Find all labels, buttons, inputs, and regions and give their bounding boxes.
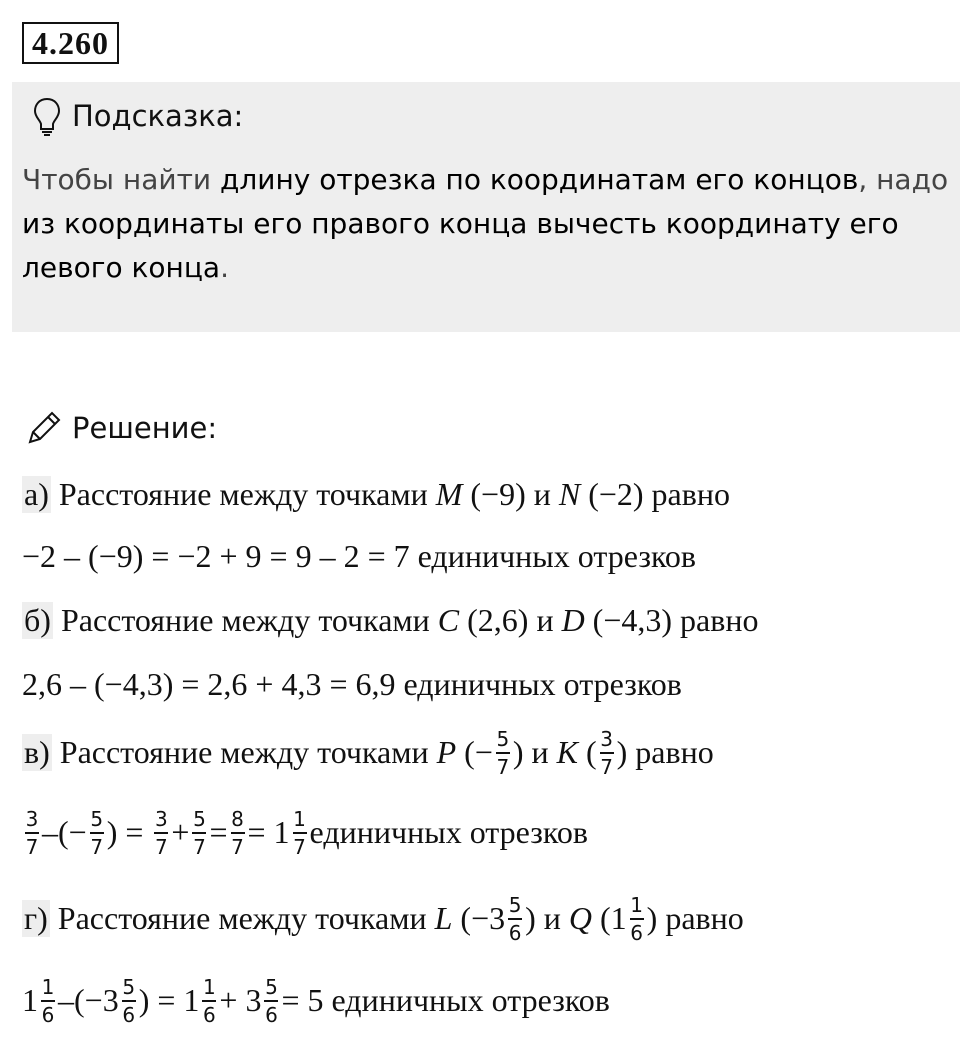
hint-title: Подсказка: — [72, 99, 244, 133]
fraction: $\frac{1}{6}$ — [630, 893, 644, 945]
conjunction: и — [536, 602, 554, 638]
point-label: P — [436, 734, 457, 771]
hint-panel — [12, 82, 960, 332]
point-coordinate: (1 — [600, 900, 627, 937]
point-coordinate: (−2) — [588, 476, 644, 512]
statement-text: равно — [665, 900, 744, 937]
point-coordinate: ) — [646, 900, 658, 937]
fraction: $\frac{8}{7}$ — [231, 807, 244, 859]
solution-b-calc: 2,6 – (−4,3) = 2,6 + 4,3 = 6,9 единичных отрезков — [22, 666, 682, 702]
item-marker: б) — [24, 602, 51, 638]
solution-a-statement — [22, 476, 730, 513]
fraction: $\frac{5}{6}$ — [265, 975, 278, 1027]
point-coordinate: ( — [585, 734, 597, 771]
solution-title: Решение: — [72, 411, 218, 445]
solution-v-calc: $\frac{3}{7}$ – (− $\frac{5}{7}$ ) = $\frac{3}{7}$ + $\frac{5}{7}$ = $\frac{8}{7}$ = 1 $\frac{1}{7}$ единичных отрезков — [25, 807, 588, 859]
conjunction: и — [531, 734, 549, 771]
statement-text: равно — [680, 602, 759, 638]
point-coordinate: (− — [464, 734, 493, 771]
point-label: D — [561, 602, 585, 638]
solution-b-statement — [22, 602, 758, 639]
statement-text: равно — [651, 476, 730, 512]
hint-header — [32, 96, 243, 136]
item-marker: в) — [24, 734, 50, 771]
units-text: единичных отрезков — [309, 814, 588, 851]
point-label: Q — [568, 900, 593, 937]
statement-text: Расстояние между точками — [59, 734, 429, 771]
solution-v-statement — [22, 728, 714, 778]
fraction: $\frac{1}{6}$ — [203, 975, 216, 1027]
point-label: C — [437, 602, 460, 638]
statement-text: Расстояние между точками — [57, 900, 427, 937]
point-label: L — [434, 900, 453, 937]
statement-text: Расстояние между точками — [60, 602, 430, 638]
point-label: M — [435, 476, 463, 512]
conjunction: и — [543, 900, 561, 937]
fraction: $\frac{3}{7}$ — [600, 727, 613, 779]
point-label: K — [556, 734, 578, 771]
point-coordinate: ) — [525, 900, 536, 937]
hint-text — [22, 158, 952, 290]
point-coordinate: (2,6) — [467, 602, 529, 638]
item-marker: а) — [24, 476, 49, 512]
point-coordinate: (−9) — [470, 476, 526, 512]
fraction: $\frac{5}{7}$ — [193, 807, 206, 859]
units-text: единичных отрезков — [331, 982, 610, 1019]
hint-text-part: . — [220, 251, 229, 284]
solution-g-calc: 1 $\frac{1}{6}$ – (−3 $\frac{5}{6}$ ) = 1 $\frac{1}{6}$ + 3 $\frac{5}{6}$ = 5 единичных отрезков — [22, 975, 610, 1027]
point-label: N — [558, 476, 581, 512]
lightbulb-icon — [32, 96, 62, 136]
hint-text-part: , надо — [858, 163, 949, 196]
fraction: $\frac{5}{7}$ — [90, 807, 104, 859]
pencil-icon — [24, 408, 64, 448]
fraction: $\frac{5}{7}$ — [496, 727, 510, 779]
fraction: $\frac{5}{6}$ — [508, 893, 522, 945]
hint-bold-part: из координаты его правого конца вычесть координату его левого конца — [22, 207, 899, 284]
statement-text: Расстояние между точками — [58, 476, 428, 512]
conjunction: и — [533, 476, 551, 512]
problem-number: 4.260 — [22, 22, 119, 64]
fraction: $\frac{1}{7}$ — [293, 807, 306, 859]
solution-g-statement — [22, 894, 744, 944]
point-coordinate: (−4,3) — [592, 602, 673, 638]
hint-bold-part: длину отрезка по координатам его концов — [219, 163, 859, 196]
fraction: $\frac{3}{7}$ — [155, 807, 168, 859]
fraction: $\frac{5}{6}$ — [122, 975, 136, 1027]
fraction: $\frac{3}{7}$ — [25, 807, 39, 859]
fraction: $\frac{1}{6}$ — [41, 975, 55, 1027]
point-coordinate: (−3 — [460, 900, 506, 937]
item-marker: г) — [24, 900, 48, 937]
point-coordinate: ) — [512, 734, 524, 771]
solution-header — [24, 408, 217, 448]
hint-text-part: Чтобы найти — [22, 163, 220, 196]
point-coordinate: ) — [616, 734, 628, 771]
solution-a-calc: −2 – (−9) = −2 + 9 = 9 – 2 = 7 единичных отрезков — [22, 538, 697, 574]
statement-text: равно — [635, 734, 714, 771]
